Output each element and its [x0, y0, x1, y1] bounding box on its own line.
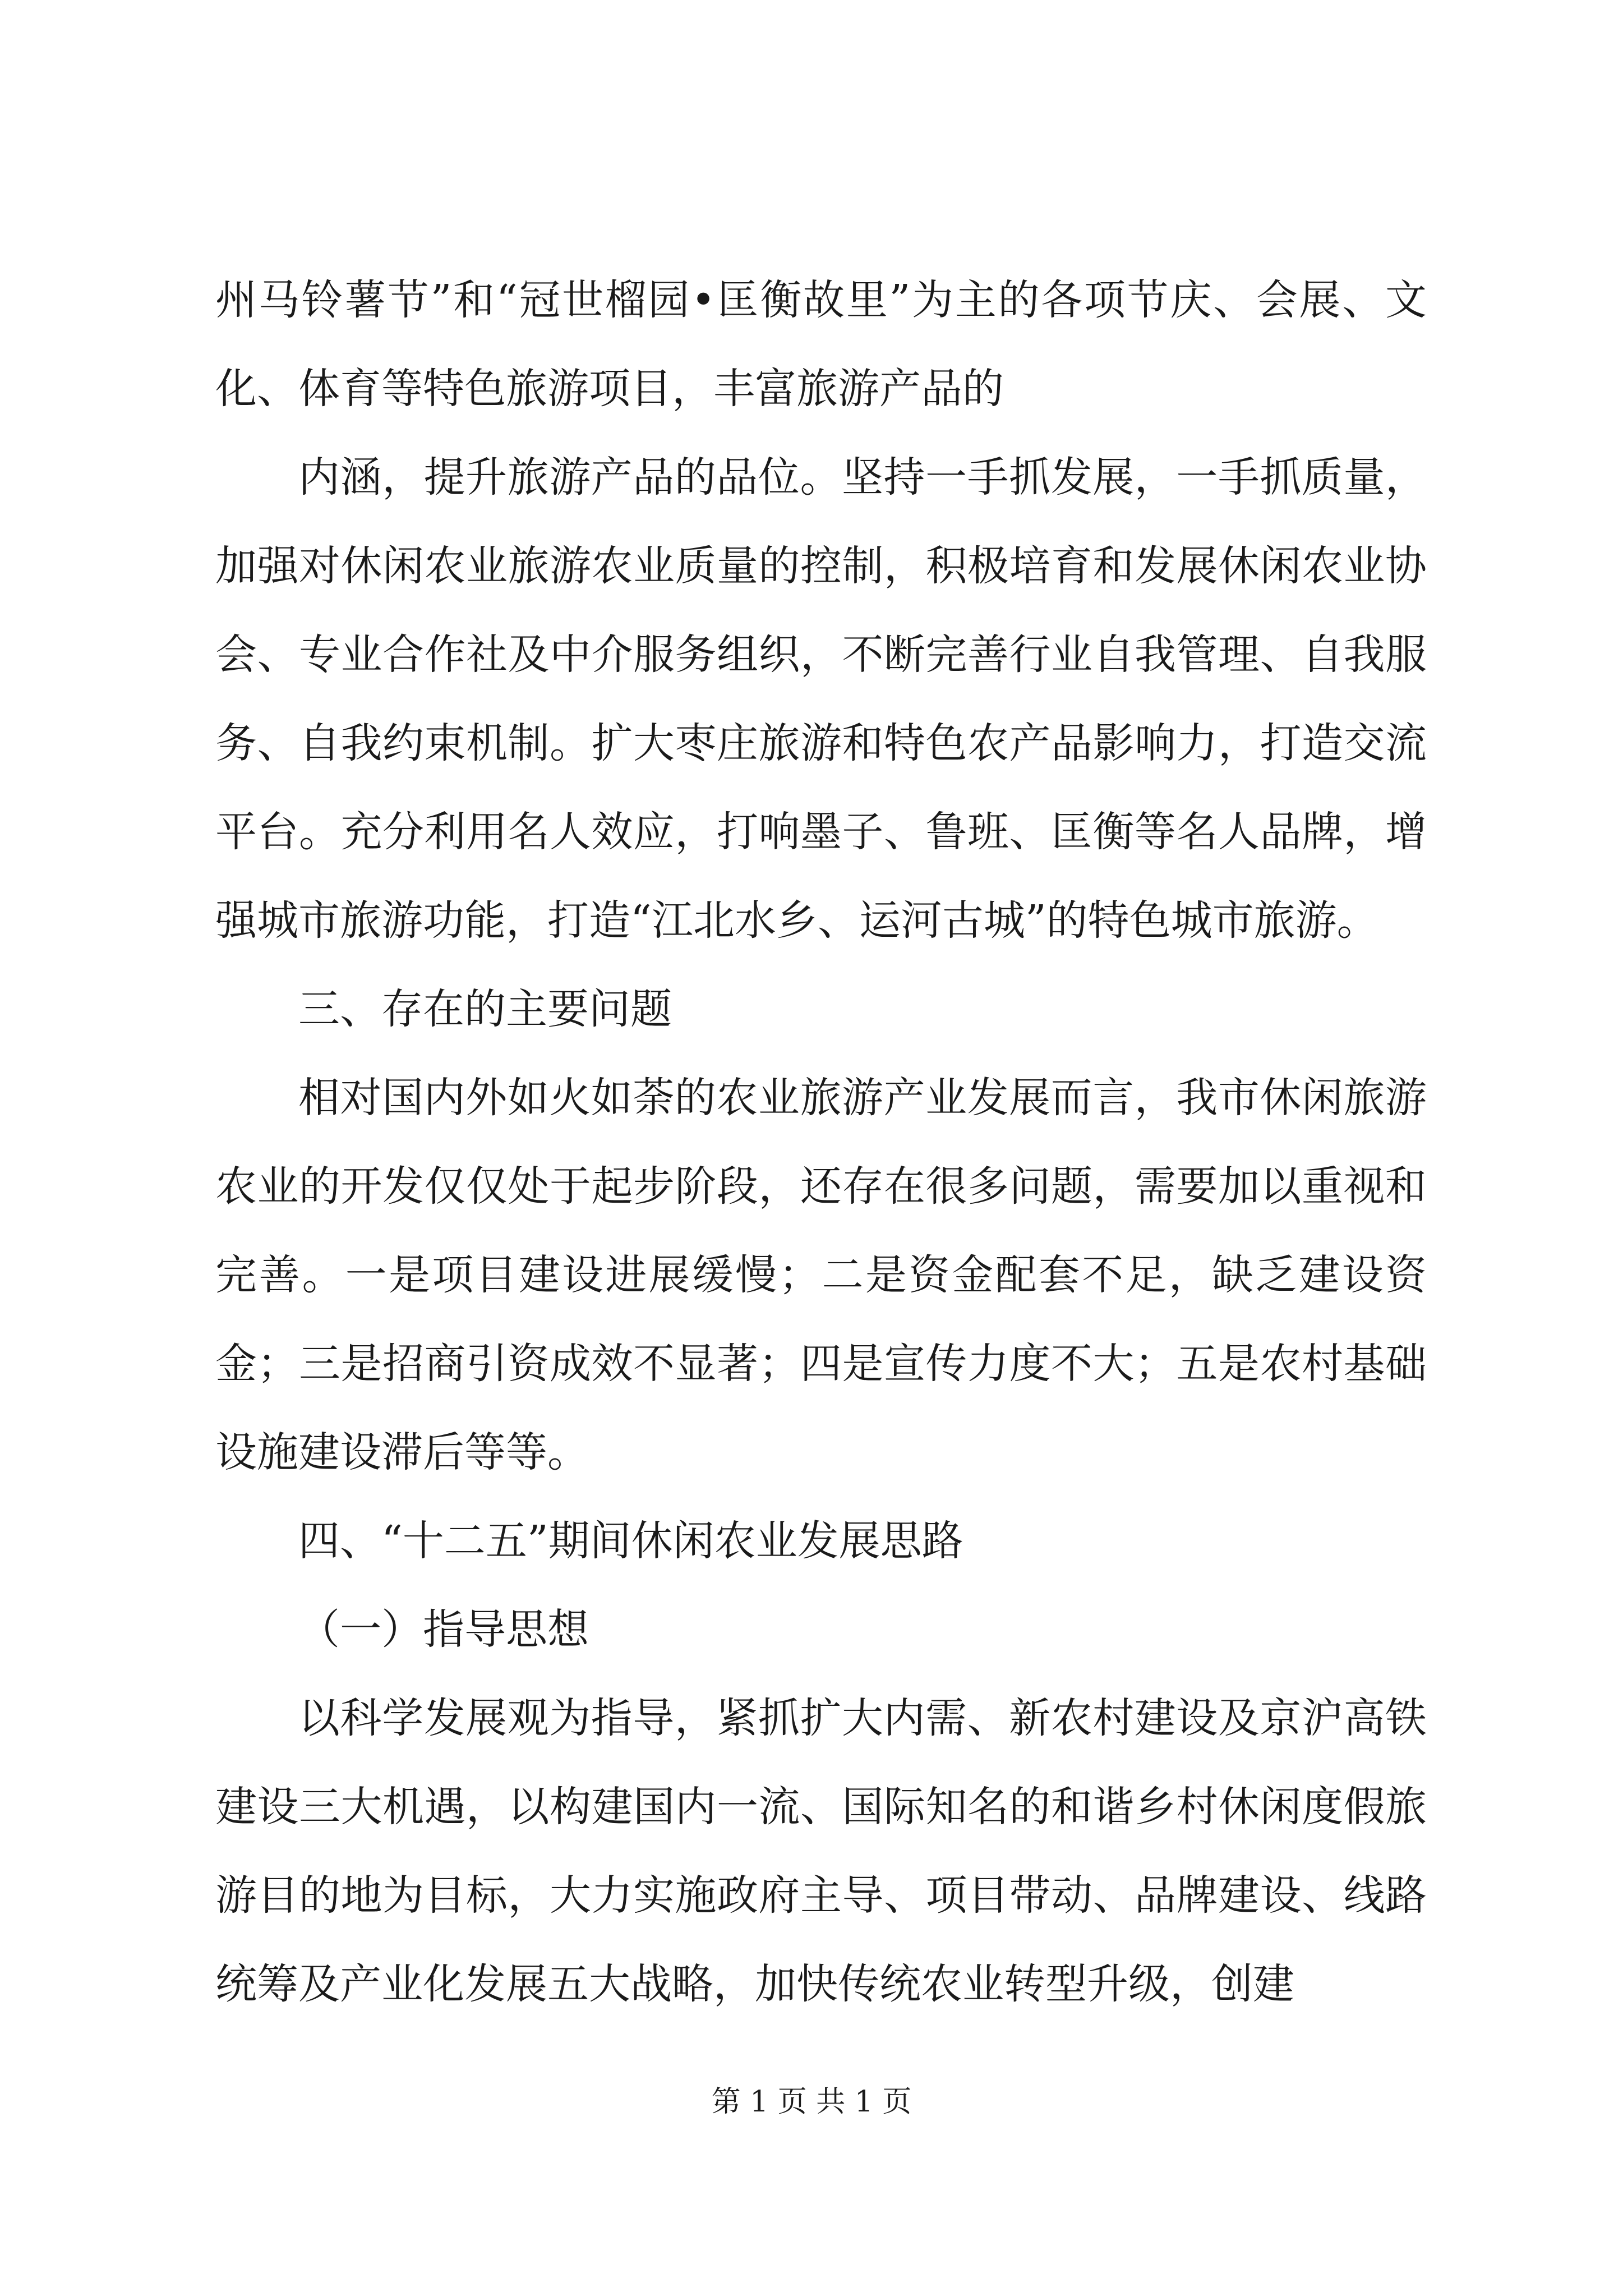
paragraph-continuation: 州马铃薯节”和“冠世榴园•匡衡故里”为主的各项节庆、会展、文化、体育等特色旅游项目，丰富旅游产品的 — [215, 276, 1427, 413]
page-footer: 第 1 页 共 1 页 — [711, 2085, 912, 2119]
paragraph-guiding-ideology: 以科学发展观为指导，紧抓扩大内需、新农村建设及京沪高铁建设三大机遇，以构建国内一流、国际知名的和谐乡村休闲度假旅游目的地为目标，大力实施政府主导、项目带动、品牌建设、线路统筹及产业化发展五大战略，加快传统农业转型升级，创建 — [215, 1694, 1427, 2008]
paragraph-tourism-quality: 内涵，提升旅游产品的品位。坚持一手抓发展，一手抓质量，加强对休闲农业旅游农业质量的控制，积极培育和发展休闲农业协会、专业合作社及中介服务组织，不断完善行业自我管理、自我服务、自我约束机制。扩大枣庄旅游和特色农产品影响力，打造交流平台。充分利用名人效应，打响墨子、鲁班、匡衡等名人品牌，增强城市旅游功能，打造“江北水乡、运河古城”的特色城市旅游。 — [215, 453, 1427, 945]
document-body — [215, 256, 1427, 2028]
paragraph-problems: 相对国内外如火如荼的农业旅游产业发展而言，我市休闲旅游农业的开发仅仅处于起步阶段，还存在很多问题，需要加以重视和完善。一是项目建设进展缓慢；二是资金配套不足，缺乏建设资金；三是招商引资成效不显著；四是宣传力度不大；五是农村基础设施建设滞后等等。 — [215, 1074, 1427, 1476]
section-heading-development-ideas: 四、“十二五”期间休闲农业发展思路 — [298, 1517, 963, 1565]
subsection-heading-guiding-ideology: （一）指导思想 — [298, 1605, 589, 1654]
section-heading-problems: 三、存在的主要问题 — [298, 985, 672, 1033]
